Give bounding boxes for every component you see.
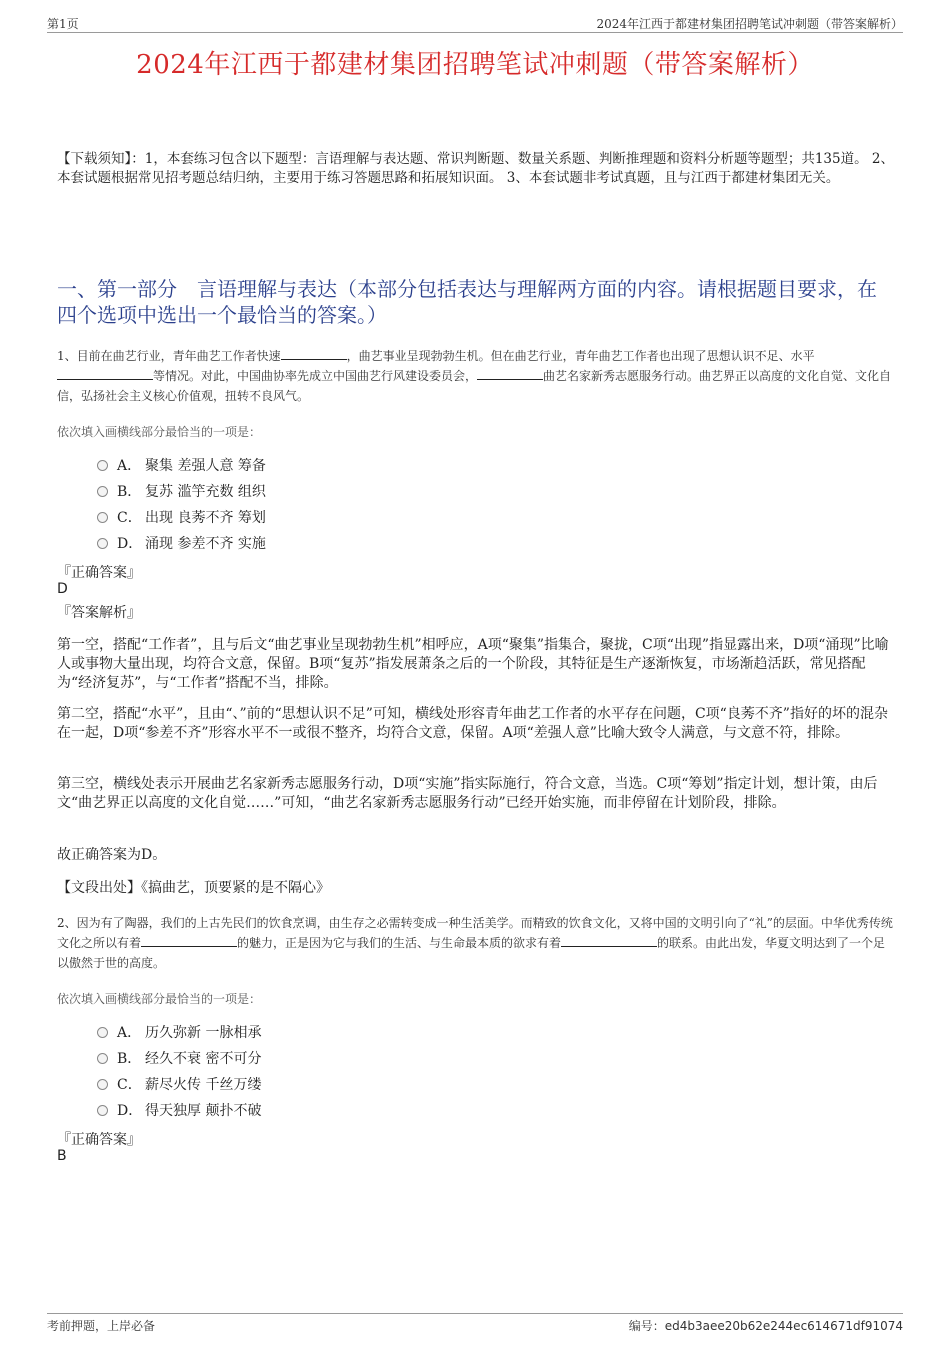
q1-text-a: 1、目前在曲艺行业，青年曲艺工作者快速 bbox=[57, 349, 281, 363]
q1-source: 【文段出处】《搞曲艺，顶要紧的是不隔心》 bbox=[57, 880, 330, 896]
footer-slogan: 考前押题，上岸必备 bbox=[47, 1319, 156, 1333]
fill-blank bbox=[141, 934, 237, 947]
radio-icon[interactable] bbox=[97, 460, 108, 471]
q1-answer: D bbox=[57, 581, 68, 597]
section-title: 一、第一部分 言语理解与表达（本部分包括表达与理解两方面的内容。请根据题目要求，在四个选项中选出一个最恰当的答案。） bbox=[57, 277, 877, 327]
q2-answer-label: 『正确答案』 bbox=[57, 1132, 141, 1148]
q1-option-b[interactable]: B． 复苏 滥竽充数 组织 bbox=[97, 482, 266, 502]
q1-prompt: 依次填入画横线部分最恰当的一项是： bbox=[57, 425, 262, 439]
page-header bbox=[47, 14, 903, 33]
q1-analysis-1: 第一空，搭配“工作者”，且与后文“曲艺事业呈现勃勃生机”相呼应，A项“聚集”指集合，聚拢，C项“出现”指显露出来，D项“涌现”比喻人或事物大量出现，均符合文意，保留。B项“复苏”指发展萧条之后的一个阶段，其特征是生产逐渐恢复，市场渐趋活跃，常见搭配为“经济复苏”，与“工作者”搭配不当，排除。 bbox=[57, 637, 889, 691]
radio-icon[interactable] bbox=[97, 1027, 108, 1038]
page-footer bbox=[47, 1313, 903, 1334]
q1-option-d[interactable]: D． 涌现 参差不齐 实施 bbox=[97, 534, 266, 554]
header-doc-title: 2024年江西于都建材集团招聘笔试冲刺题（带答案解析） bbox=[596, 17, 903, 31]
q2-text-c: 的联系。由此出发，华夏文明达到了一个足以傲然于世的高度。 bbox=[57, 936, 886, 970]
q1-text-d: 曲艺名家新秀志愿服务行动。曲艺界正以高度的文化自觉、文化自信，弘扬社会主义核心价值观，扭转不良风气。 bbox=[57, 369, 892, 403]
q2-option-b[interactable]: B． 经久不衰 密不可分 bbox=[97, 1049, 261, 1069]
q2-text-a: 2、因为有了陶器，我们的上古先民们的饮食烹调，由生存之必需转变成一种生活美学。而精致的饮食文化，又将中国的文明引向了“礼”的层面。中华优秀传统文化之所以有着 bbox=[57, 916, 893, 950]
q1-option-c[interactable]: C． 出现 良莠不齐 筹划 bbox=[97, 508, 266, 528]
fill-blank bbox=[281, 347, 347, 360]
q2-option-c[interactable]: C． 薪尽火传 千丝万缕 bbox=[97, 1075, 261, 1095]
question-1-stem bbox=[57, 346, 895, 406]
page-number: 第1页 bbox=[47, 17, 79, 31]
radio-icon[interactable] bbox=[97, 1105, 108, 1116]
fill-blank bbox=[561, 934, 657, 947]
q1-text-c: 等情况。对此，中国曲协率先成立中国曲艺行风建设委员会， bbox=[153, 369, 478, 383]
radio-icon[interactable] bbox=[97, 538, 108, 549]
q1-analysis-2: 第二空，搭配“水平”，且由“、”前的“思想认识不足”可知，横线处形容青年曲艺工作者的水平存在问题，C项“良莠不齐”指好的坏的混杂在一起，D项“参差不齐”形容水平不一或很不整齐，均符合文意，保留。A项“差强人意”比喻大致令人满意，与文意不符，排除。 bbox=[57, 706, 888, 741]
q2-option-d[interactable]: D． 得天独厚 颠扑不破 bbox=[97, 1101, 261, 1121]
footer-code: 编号：ed4b3aee20b62e244ec614671df91074 bbox=[628, 1319, 903, 1333]
download-notice: 【下载须知】：1，本套练习包含以下题型：言语理解与表达题、常识判断题、数量关系题、判断推理题和资料分析题等题型；共135道。 2、本套试题根据常见招考题总结归纳，主要用于练习答题思路和拓展知识面。 3、本套试题非考试真题，且与江西于都建材集团无关。 bbox=[57, 151, 894, 186]
q2-option-a[interactable]: A． 历久弥新 一脉相承 bbox=[97, 1023, 261, 1043]
q1-text-b: ，曲艺事业呈现勃勃生机。但在曲艺行业，青年曲艺工作者也出现了思想认识不足、水平 bbox=[346, 349, 815, 363]
q1-analysis-3: 第三空，横线处表示开展曲艺名家新秀志愿服务行动，D项“实施”指实际施行，符合文意，当选。C项“筹划”指定计划，想计策，由后文“曲艺界正以高度的文化自觉……”可知，“曲艺名家新秀志愿服务行动”已经开始实施，而非停留在计划阶段，排除。 bbox=[57, 776, 878, 811]
radio-icon[interactable] bbox=[97, 486, 108, 497]
fill-blank bbox=[57, 367, 153, 380]
q2-answer: B bbox=[57, 1148, 67, 1164]
radio-icon[interactable] bbox=[97, 1053, 108, 1064]
document-title: 2024年江西于都建材集团招聘笔试冲刺题（带答案解析） bbox=[136, 50, 814, 80]
radio-icon[interactable] bbox=[97, 1079, 108, 1090]
q2-text-b: 的魅力，正是因为它与我们的生活、与生命最本质的欲求有着 bbox=[237, 936, 562, 950]
q1-option-a[interactable]: A． 聚集 差强人意 筹备 bbox=[97, 456, 266, 476]
q1-analysis-label: 『答案解析』 bbox=[57, 605, 141, 621]
q1-answer-label: 『正确答案』 bbox=[57, 565, 141, 581]
radio-icon[interactable] bbox=[97, 512, 108, 523]
q2-prompt: 依次填入画横线部分最恰当的一项是： bbox=[57, 992, 262, 1006]
fill-blank bbox=[477, 367, 543, 380]
question-2-stem bbox=[57, 913, 895, 973]
q1-conclusion: 故正确答案为D。 bbox=[57, 847, 167, 863]
